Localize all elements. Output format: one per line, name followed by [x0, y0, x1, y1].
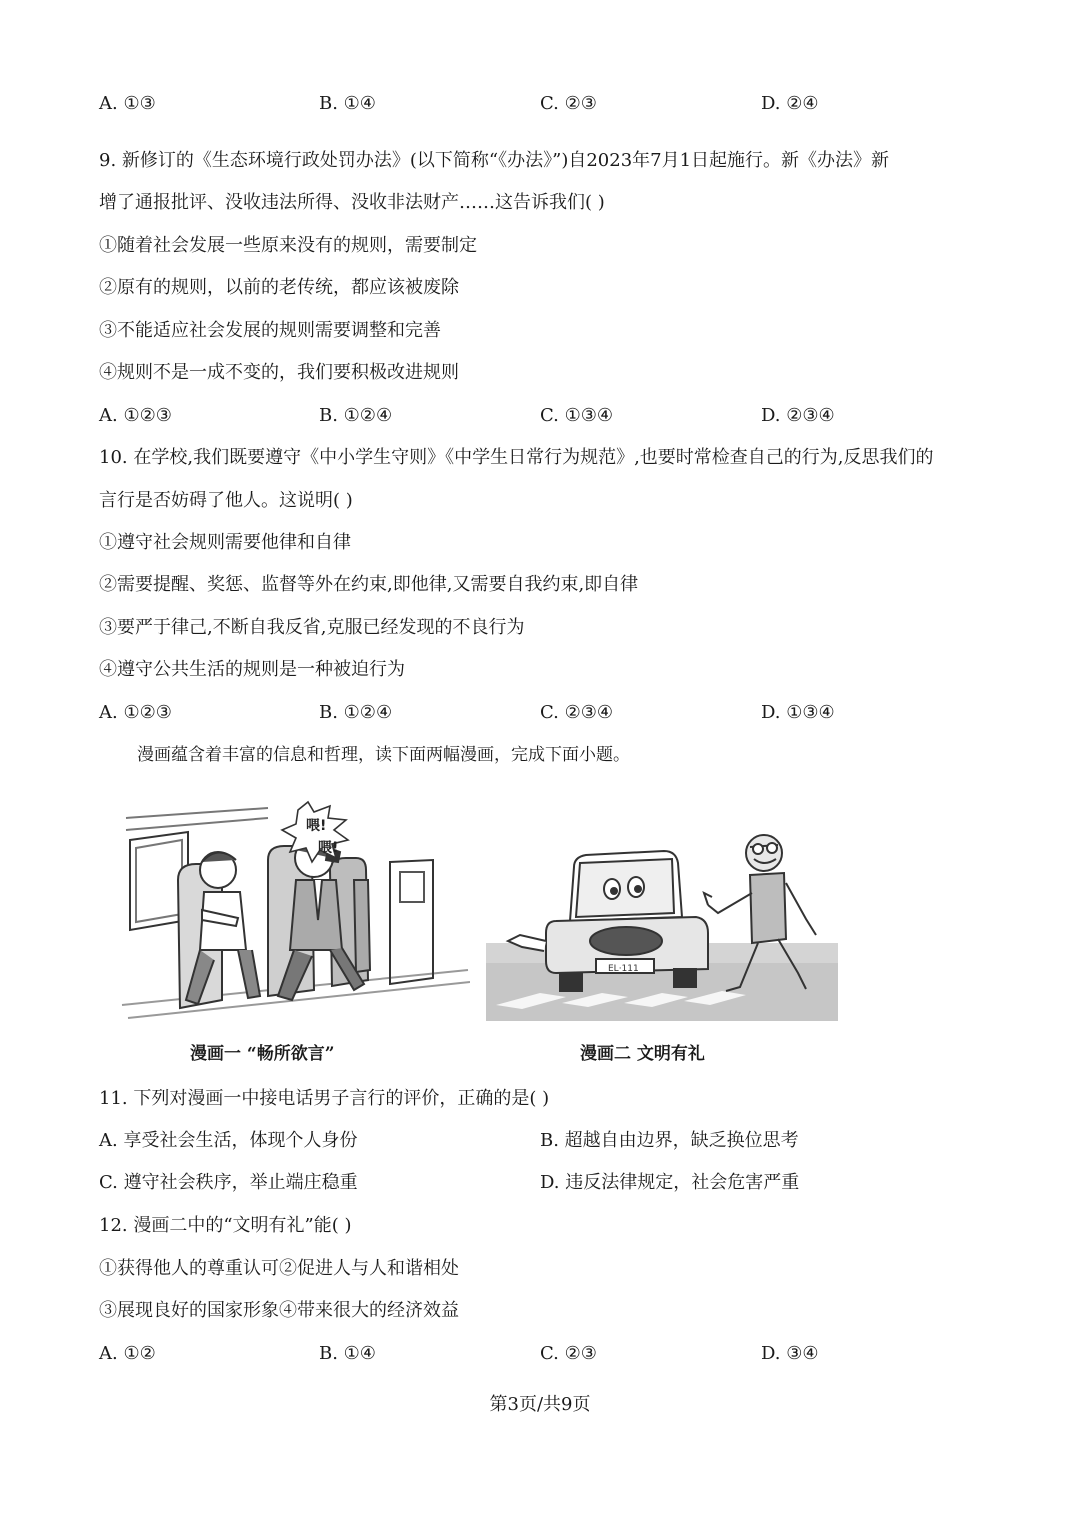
q9-item-4: ④规则不是一成不变的，我们要积极改进规则 — [99, 362, 459, 383]
cartoon-1-speech-2: 喂! — [318, 840, 339, 856]
q9-stem-line1: 9. 新修订的《生态环境行政处罚办法》(以下简称“《办法》”)自2023年7月1日起施行。新《办法》新 — [99, 150, 890, 171]
q10-item-3: ③要严于律己,不断自我反省,克服已经发现的不良行为 — [99, 617, 525, 638]
q8-option-b: B. ①④ — [319, 93, 376, 114]
cartoon-1-speech-1: 喂! — [306, 818, 327, 834]
q9-item-2: ②原有的规则，以前的老传统，都应该被废除 — [99, 277, 459, 298]
q12-item-1: ①获得他人的尊重认可②促进人与人和谐相处 — [99, 1258, 459, 1279]
q11-option-d: D. 违反法律规定，社会危害严重 — [540, 1172, 800, 1193]
q9-item-1: ①随着社会发展一些原来没有的规则，需要制定 — [99, 235, 477, 256]
q12-option-a: A. ①② — [99, 1343, 156, 1364]
q9-option-b: B. ①②④ — [319, 405, 393, 426]
q8-option-c: C. ②③ — [540, 93, 597, 114]
cartoon-1-caption: 漫画一 “畅所欲言” — [190, 1044, 335, 1064]
q12-option-c: C. ②③ — [540, 1343, 597, 1364]
q11-stem: 11. 下列对漫画一中接电话男子言行的评价，正确的是( ) — [99, 1088, 550, 1109]
q12-item-2: ③展现良好的国家形象④带来很大的经济效益 — [99, 1300, 459, 1321]
q11-option-c: C. 遵守社会秩序，举止端庄稳重 — [99, 1172, 358, 1193]
q9-stem-line2: 增了通报批评、没收违法所得、没收非法财产……这告诉我们( ) — [99, 192, 605, 213]
q9-option-c: C. ①③④ — [540, 405, 613, 426]
q9-option-d: D. ②③④ — [761, 405, 835, 426]
q9-item-3: ③不能适应社会发展的规则需要调整和完善 — [99, 320, 441, 341]
q9-option-a: A. ①②③ — [99, 405, 172, 426]
q12-stem: 12. 漫画二中的“文明有礼”能( ) — [99, 1215, 352, 1236]
q11-option-a: A. 享受社会生活，体现个人身份 — [99, 1130, 358, 1151]
q11-option-b: B. 超越自由边界，缺乏换位思考 — [540, 1130, 799, 1151]
q10-option-b: B. ①②④ — [319, 702, 393, 723]
q12-option-d: D. ③④ — [761, 1343, 819, 1364]
q10-option-d: D. ①③④ — [761, 702, 835, 723]
q12-option-b: B. ①④ — [319, 1343, 376, 1364]
q10-stem-line1: 10. 在学校,我们既要遵守《中小学生守则》《中学生日常行为规范》,也要时常检查自己的行为,反思我们的 — [99, 447, 934, 468]
q8-option-a: A. ①③ — [99, 93, 156, 114]
q10-item-2: ②需要提醒、奖惩、监督等外在约束,即他律,又需要自我约束,即自律 — [99, 574, 639, 595]
q10-item-4: ④遵守公共生活的规则是一种被迫行为 — [99, 659, 405, 680]
q10-option-a: A. ①②③ — [99, 702, 172, 723]
cartoon-2-caption: 漫画二 文明有礼 — [580, 1044, 705, 1064]
page-number: 第3页/共9页 — [489, 1394, 591, 1415]
q10-item-1: ①遵守社会规则需要他律和自律 — [99, 532, 351, 553]
q8-option-d: D. ②④ — [761, 93, 819, 114]
cartoon-2-license-plate: EL·111 — [608, 964, 639, 974]
q10-option-c: C. ②③④ — [540, 702, 613, 723]
cartoon-1-illustration — [118, 800, 470, 1022]
q10-stem-line2: 言行是否妨碍了他人。这说明( ) — [99, 490, 353, 511]
cartoon-2-illustration — [486, 823, 838, 1021]
cartoon-intro: 漫画蕴含着丰富的信息和哲理，读下面两幅漫画，完成下面小题。 — [137, 745, 630, 765]
